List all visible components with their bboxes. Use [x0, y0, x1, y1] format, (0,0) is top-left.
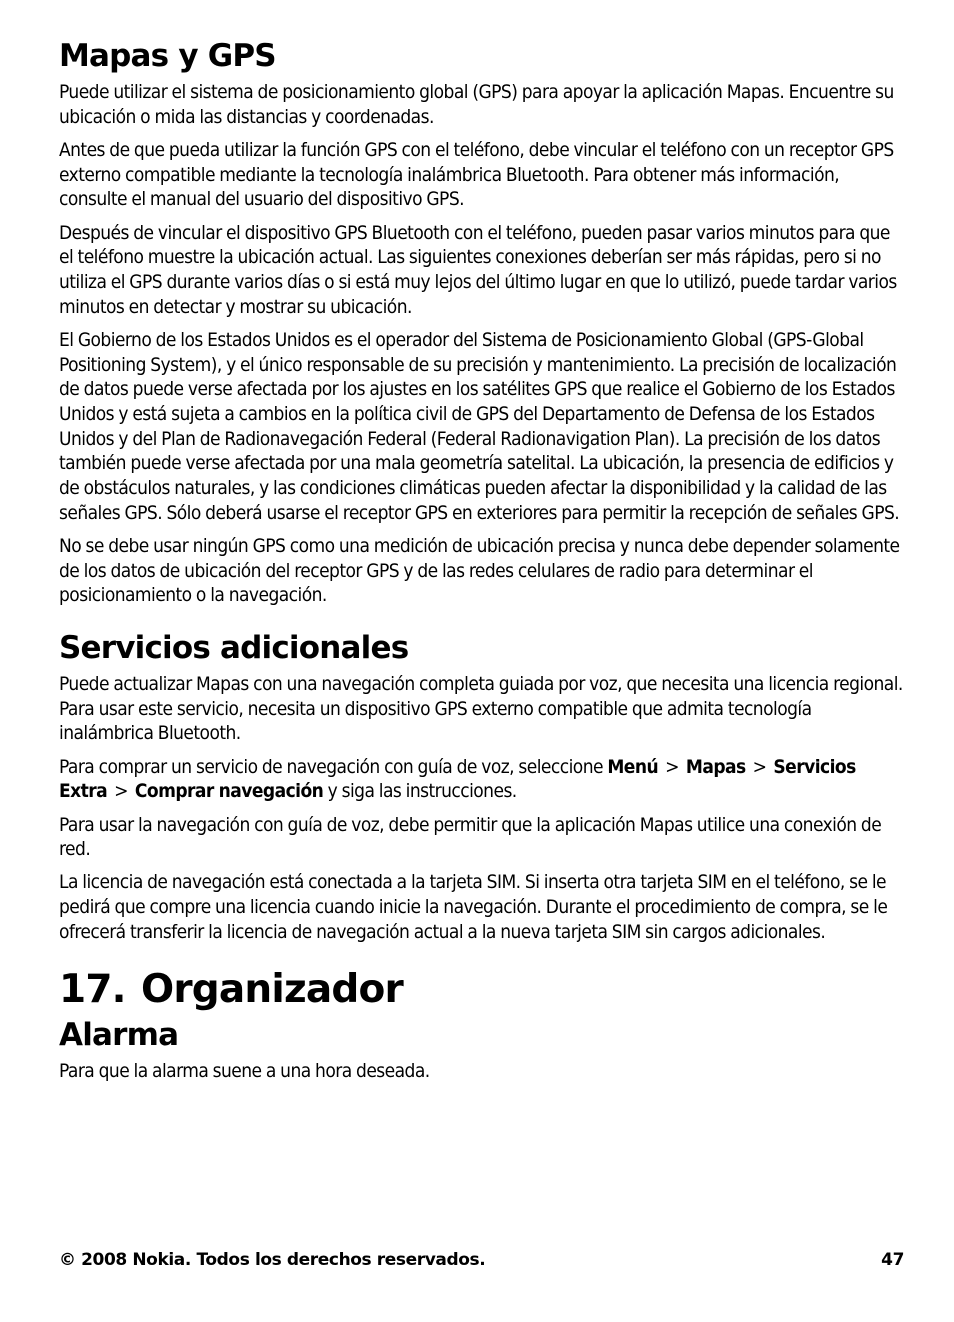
- paragraph-gps-location-time: Después de vincular el dispositivo GPS Bluetooth con el teléfono, pueden pasar varios minutos para que el teléfono muestre la ubicación actual. Las siguientes conexiones deberían ser más rápidas, pero si no utiliza el GPS durante varios días o si está muy lejos del último lugar en que lo utilizó, puede tardar varios minutos en detectar y mostrar su ubicación.: [59, 221, 897, 318]
- chapter-name: Organizador: [141, 966, 403, 1012]
- paragraph-gps-pairing: Antes de que pueda utilizar la función GPS con el teléfono, debe vincular el teléfono con un receptor GPS externo compatible mediante la tecnología inalámbrica Bluetooth. Para obtener más información, consulte el manual del usuario del dispositivo GPS.: [59, 138, 894, 211]
- menu-path-comprar-navegacion: Comprar navegación: [134, 780, 324, 803]
- menu-separator: >: [752, 755, 767, 778]
- menu-path-servicios-extra: Servicios Extra: [59, 755, 856, 803]
- paragraph-servicios-license: La licencia de navegación está conectada a la tarjeta SIM. Si inserta otra tarjeta SIM en el teléfono, se le pedirá que compre una licencia cuando inicie la navegación. Durante el procedimiento de compra, se le ofrecerá transferir la licencia de navegación actual a la nueva tarjeta SIM sin cargos adicionales.: [59, 871, 888, 943]
- menu-separator: >: [665, 755, 679, 778]
- page-number: 47: [881, 1250, 904, 1270]
- footer-copyright: © 2008 Nokia. Todos los derechos reservados.: [59, 1250, 486, 1270]
- menu-separator: >: [114, 780, 128, 803]
- paragraph-servicios-purchase: [59, 755, 905, 804]
- menu-path-mapas: Mapas: [685, 755, 746, 778]
- menu-path-menu: Menú: [607, 755, 659, 778]
- paragraph-gps-warning: No se debe usar ningún GPS como una medición de ubicación precisa y nunca debe depender solamente de los datos de ubicación del receptor GPS y de las redes celulares de radio para determinar el posicionamiento o la navegación.: [59, 534, 900, 607]
- purchase-suffix: y siga las instrucciones.: [327, 780, 517, 803]
- paragraph-alarma-intro: Para que la alarma suene a una hora deseada.: [59, 1059, 430, 1082]
- document-page: [59, 36, 905, 1092]
- section-title-servicios: Servicios adicionales: [59, 630, 409, 667]
- chapter-title: [59, 965, 905, 1015]
- section-title-mapas-gps: Mapas y GPS: [59, 38, 276, 74]
- chapter-number: 17.: [59, 966, 126, 1012]
- paragraph-gps-government: El Gobierno de los Estados Unidos es el operador del Sistema de Posicionamiento Global (GPS-Global Positioning System), y el único responsable de su precisión y mantenimiento. La precisión de localización de datos puede verse afectada por los ajustes en los satélites GPS que realice el Gobierno de los Estados Unidos y está sujeta a cambios en la política civil de GPS del Departamento de Defensa de los Estados Unidos y del Plan de Radionavegación Federal (Federal Radionavigation Plan). La precisión de los datos también puede verse afectada por una mala geometría satelital. La ubicación, la presencia de edificios y de obstáculos naturales, y las condiciones climáticas pueden afectar la disponibilidad y la calidad de las señales GPS. Sólo deberá usarse el receptor GPS en exteriores para permitir la recepción de señales GPS.: [59, 328, 900, 524]
- paragraph-servicios-network: Para usar la navegación con guía de voz, debe permitir que la aplicación Mapas utilice una conexión de red.: [59, 813, 882, 861]
- paragraph-gps-intro: Puede utilizar el sistema de posicionamiento global (GPS) para apoyar la aplicación Mapas. Encuentre su ubicación o mida las distancias y coordenadas.: [59, 81, 894, 128]
- section-title-alarma: Alarma: [59, 1016, 179, 1053]
- purchase-prefix: Para comprar un servicio de navegación con guía de voz, seleccione: [59, 755, 603, 778]
- paragraph-servicios-intro: Puede actualizar Mapas con una navegación completa guiada por voz, que necesita una licencia regional. Para usar este servicio, necesita un dispositivo GPS externo compatible que admita tecnología inalámbrica Bluetooth.: [59, 673, 903, 745]
